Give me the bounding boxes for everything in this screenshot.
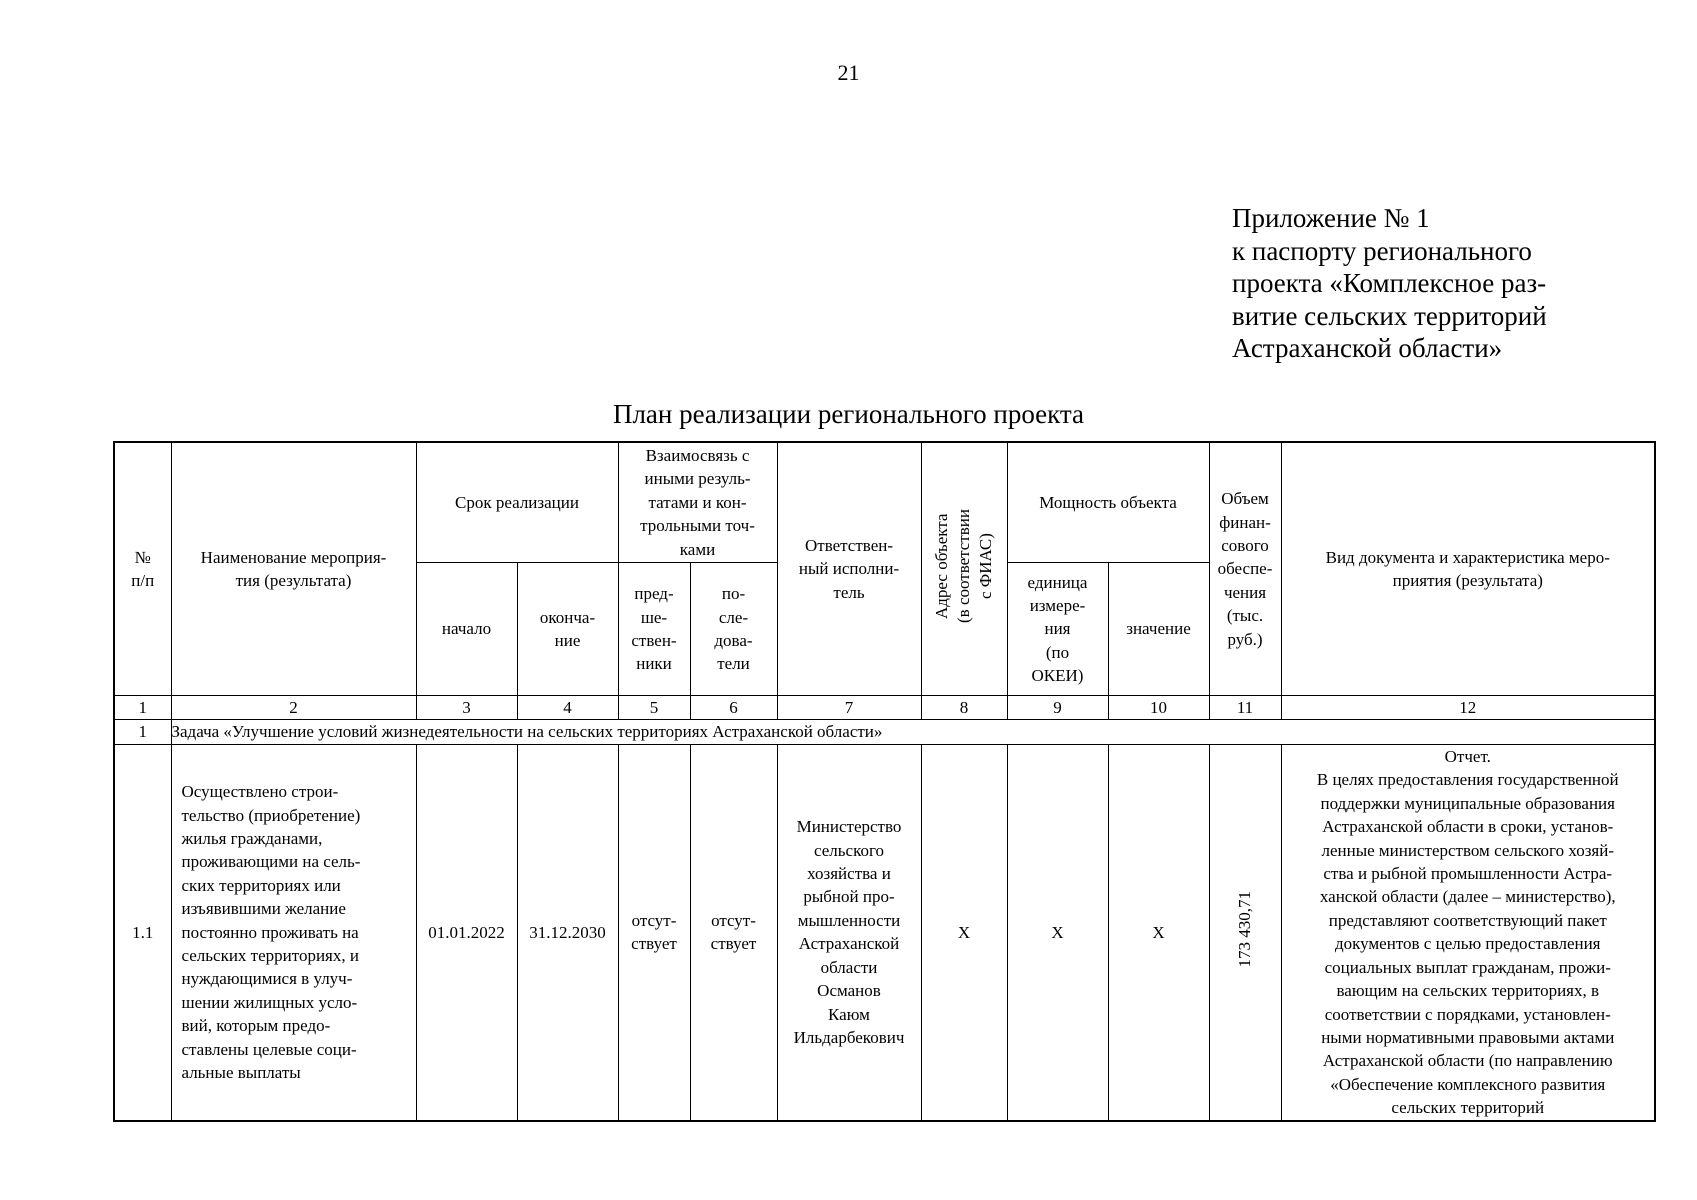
text-line: сельских территориях, и xyxy=(181,945,359,965)
header-period-start: начало xyxy=(416,563,517,696)
text-line: ОКЕИ) xyxy=(1031,666,1084,686)
text-line: ства и рыбной промышленности Астра- xyxy=(1323,864,1613,884)
text-line: соответствии с порядками, установлен- xyxy=(1324,1004,1611,1024)
header-links xyxy=(618,442,777,563)
text-line: тия (результата) xyxy=(235,571,352,591)
text-line: ными нормативными правовыми актами xyxy=(1321,1027,1615,1047)
text-line: единица xyxy=(1027,572,1088,592)
text-line: руб.) xyxy=(1227,629,1263,649)
text-line: документов с целью предоставления xyxy=(1334,934,1601,954)
column-number: 7 xyxy=(777,696,921,720)
row-unit: Х xyxy=(1007,745,1108,1121)
task-text: Задача «Улучшение условий жизнедеятельности на сельских территориях Астраханской области» xyxy=(171,720,1655,745)
text-line: постоянно проживать на xyxy=(181,922,359,942)
text-line: Астраханской области (по направлению xyxy=(1322,1051,1613,1071)
row-doc-description xyxy=(1281,745,1655,1121)
text-line: ники xyxy=(636,654,672,674)
text-line: представляют соответствующий пакет xyxy=(1328,910,1607,930)
text-line: ния xyxy=(1044,619,1071,639)
row-funding: 173 430,71 xyxy=(1209,745,1281,1121)
column-number-row xyxy=(114,696,1655,720)
row-successors xyxy=(690,745,777,1121)
text-line: жилья гражданами, xyxy=(181,828,323,848)
text-line: трольными точ- xyxy=(640,516,755,536)
header-name xyxy=(171,442,416,696)
column-number: 11 xyxy=(1209,696,1281,720)
text-line: татами и кон- xyxy=(648,492,747,512)
text-line: ше- xyxy=(640,607,668,627)
text-line: вий, которым предо- xyxy=(181,1016,331,1036)
header-links-prev xyxy=(618,563,690,696)
text-line: Осуществлено строи- xyxy=(181,782,339,802)
header-period-end xyxy=(517,563,618,696)
text-line: (по xyxy=(1045,642,1070,662)
task-num: 1 xyxy=(114,720,171,745)
text-line: ствен- xyxy=(631,631,677,651)
appendix-line: к паспорту регионального xyxy=(1232,235,1532,266)
text-line: тели xyxy=(717,654,750,674)
text-line: В целях предоставления государственной xyxy=(1316,770,1619,790)
text-line: альные выплаты xyxy=(181,1063,301,1083)
column-number: 6 xyxy=(690,696,777,720)
row-predecessors xyxy=(618,745,690,1121)
header-capacity-unit xyxy=(1007,563,1108,696)
header-num xyxy=(114,442,171,696)
text-line: проживающими на сель- xyxy=(181,852,361,872)
row-address: Х xyxy=(921,745,1007,1121)
text-line: Вид документа и характеристика меро- xyxy=(1325,547,1610,567)
header-links-next xyxy=(690,563,777,696)
text-line: п/п xyxy=(131,571,155,591)
column-number: 9 xyxy=(1007,696,1108,720)
row-end-date: 31.12.2030 xyxy=(517,745,618,1121)
text-line: Астраханской xyxy=(798,934,900,954)
text-line: Адрес объекта xyxy=(932,513,951,619)
column-number: 10 xyxy=(1108,696,1209,720)
column-number: 2 xyxy=(171,696,416,720)
appendix-block xyxy=(1232,202,1547,365)
header-funding xyxy=(1209,442,1281,696)
text-line: ствует xyxy=(710,934,757,954)
text-line: Отчет. xyxy=(1444,747,1491,767)
row-name xyxy=(171,745,416,1121)
text-line: ный исполни- xyxy=(798,559,900,579)
column-number: 1 xyxy=(114,696,171,720)
column-number: 3 xyxy=(416,696,517,720)
text-line: Ильдарбекович xyxy=(793,1027,905,1047)
text-line: Взаимосвязь с xyxy=(645,446,750,465)
header-doc-type xyxy=(1281,442,1655,696)
table-row xyxy=(114,745,1655,1121)
text-line: оконча- xyxy=(539,607,596,627)
text-line: тельство (приобретение) xyxy=(181,805,361,825)
page-number: 21 xyxy=(837,60,860,85)
text-line: области xyxy=(820,957,878,977)
text-line: приятия (результата) xyxy=(1392,571,1543,591)
column-number: 4 xyxy=(517,696,618,720)
task-row xyxy=(114,720,1655,745)
text-line: нуждающимися в улуч- xyxy=(181,969,353,989)
header-capacity: Мощность объекта xyxy=(1007,442,1209,563)
text-line: сового xyxy=(1221,535,1269,555)
text-line: (в соответствии xyxy=(954,508,973,623)
text-line: финан- xyxy=(1219,512,1271,532)
text-line: Астраханской области в сроки, установ- xyxy=(1322,817,1614,837)
row-responsible xyxy=(777,745,921,1121)
appendix-line: проекта «Комплексное раз- xyxy=(1232,268,1547,298)
text-line: Каюм xyxy=(828,1004,870,1024)
text-line: Министерство xyxy=(796,817,902,837)
header-capacity-value: значение xyxy=(1108,563,1209,696)
text-line: поддержки муниципальные образования xyxy=(1320,793,1615,813)
text-line: хозяйства и xyxy=(807,864,891,884)
text-line: шении жилищных усло- xyxy=(181,992,358,1012)
text-line: ских территориях или xyxy=(181,875,341,895)
appendix-line: витие сельских территорий xyxy=(1232,300,1547,331)
text-line: изъявившими желание xyxy=(181,899,346,919)
row-num: 1.1 xyxy=(114,745,171,1121)
text-line: сле- xyxy=(718,607,749,627)
text-line: дова- xyxy=(714,631,753,651)
text-line: отсут- xyxy=(711,910,756,930)
text-line: рыбной про- xyxy=(803,887,895,907)
text-line: Османов xyxy=(817,981,881,1001)
column-number: 8 xyxy=(921,696,1007,720)
text-line: Объем xyxy=(1221,489,1269,509)
plan-table xyxy=(113,441,1656,1122)
text-line: обеспе- xyxy=(1217,559,1273,579)
text-line: отсут- xyxy=(631,910,677,930)
text-line: измере- xyxy=(1029,595,1086,615)
text-line: № xyxy=(134,547,151,567)
header-period: Срок реализации xyxy=(416,442,618,563)
text-line: «Обеспечение комплексного развития xyxy=(1330,1074,1606,1094)
text-line: (тыс. xyxy=(1226,606,1264,626)
row-start-date: 01.01.2022 xyxy=(416,745,517,1121)
header-address xyxy=(921,442,1007,696)
row-value: Х xyxy=(1108,745,1209,1121)
text-line: ствует xyxy=(631,934,677,954)
text-line: по- xyxy=(721,584,746,604)
text-line: иными резуль- xyxy=(644,469,751,489)
header-responsible xyxy=(777,442,921,696)
text-line: социальных выплат гражданам, прожи- xyxy=(1324,957,1611,977)
text-line: ние xyxy=(554,631,581,651)
plan-title: План реализации регионального проекта xyxy=(612,399,1085,429)
text-line: ханской области (далее – министерство), xyxy=(1319,887,1616,907)
text-line: ками xyxy=(679,539,716,559)
text-line: ленные министерством сельского хозяй- xyxy=(1321,840,1614,860)
text-line: вающим на сельских территориях, в xyxy=(1336,981,1600,1001)
text-line: пред- xyxy=(634,584,674,604)
text-line: сельских территорий xyxy=(1391,1098,1545,1118)
text-line: чения xyxy=(1223,582,1267,602)
text-line: Ответствен- xyxy=(804,535,894,555)
appendix-line: Приложение № 1 xyxy=(1232,203,1430,233)
text-line: с ФИАС) xyxy=(976,532,995,599)
column-number: 5 xyxy=(618,696,690,720)
text-line: тель xyxy=(833,582,865,602)
text-line: Наименование мероприя- xyxy=(200,547,387,567)
text-line: ставлены целевые соци- xyxy=(181,1039,357,1059)
appendix-line: Астраханской области» xyxy=(1232,333,1503,363)
text-line: мышленности xyxy=(797,910,901,930)
column-number: 12 xyxy=(1281,696,1655,720)
text-line: сельского xyxy=(813,840,885,860)
